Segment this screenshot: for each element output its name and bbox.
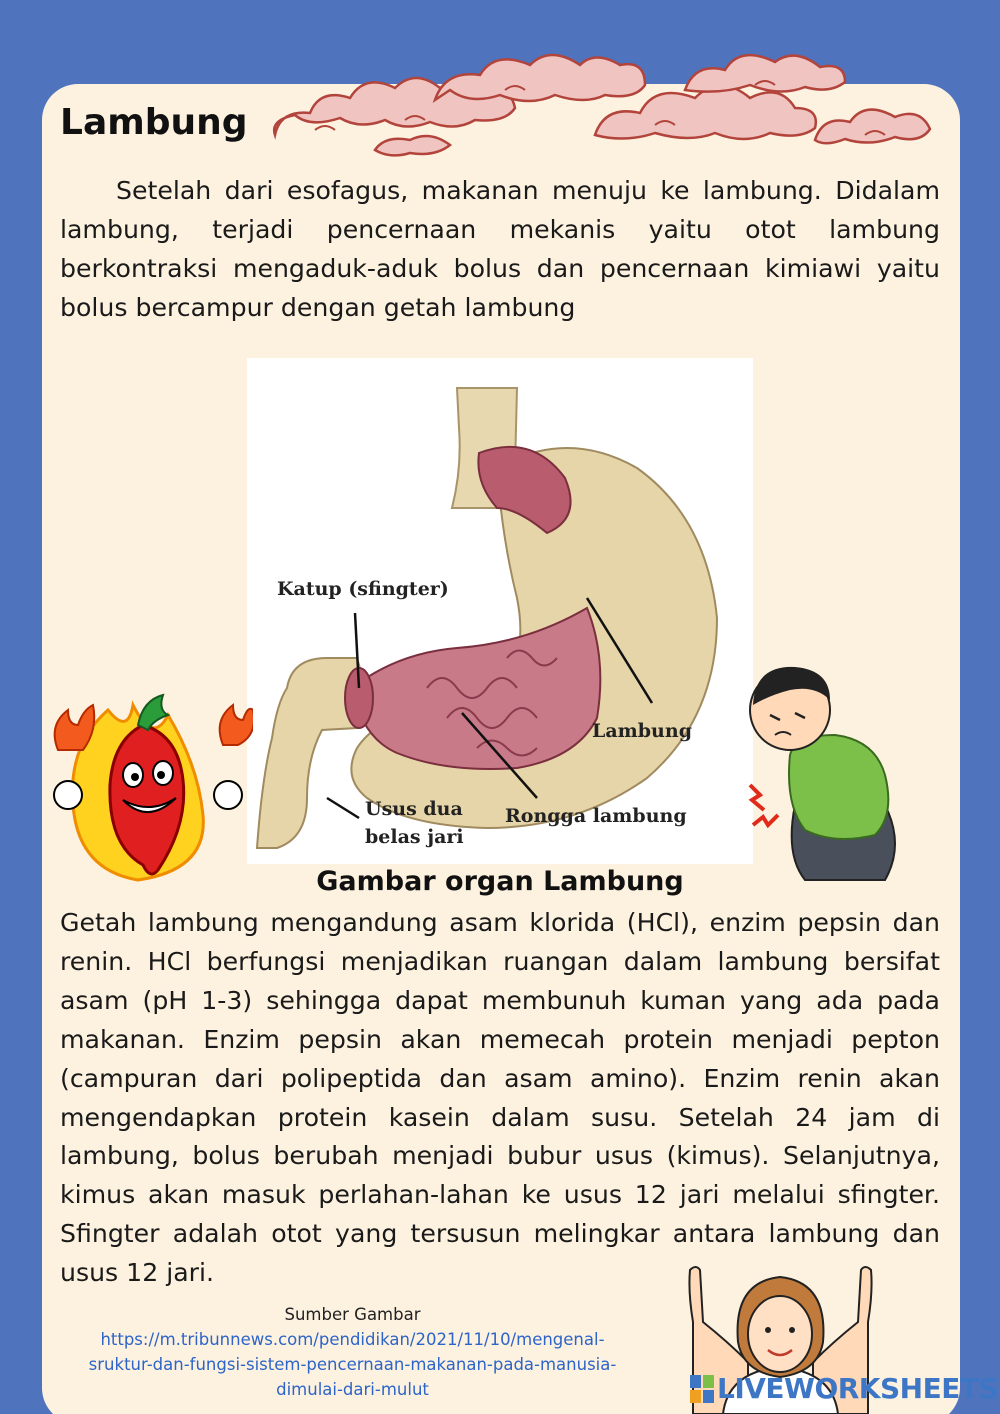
figure-caption: Gambar organ Lambung	[316, 866, 684, 897]
stomach-ache-boy-image	[735, 655, 905, 885]
chili-character-image	[38, 655, 253, 885]
source-url-line-3[interactable]: dimulai-dari-mulut	[276, 1380, 429, 1399]
source-url-line-2[interactable]: sruktur-dan-fungsi-sistem-pencernaan-makanan-pada-manusia-	[88, 1355, 617, 1374]
intro-paragraph: Setelah dari esofagus, makanan menuju ke lambung. Didalam lambung, terjadi pencernaan mekanis yaitu otot lambung berkontraksi mengaduk-aduk bolus dan pencernaan kimiawi yaitu bolus bercampur dengan getah lambung	[60, 176, 940, 322]
label-usus-2: belas jari	[365, 826, 464, 848]
label-rongga: Rongga lambung	[505, 805, 687, 827]
cloud-decoration	[255, 40, 955, 170]
liveworksheets-logo-icon	[690, 1375, 714, 1403]
label-usus-1: Usus dua	[365, 798, 463, 820]
watermark-text: LIVEWORKSHEETS	[717, 1372, 999, 1405]
label-lambung: Lambung	[592, 720, 692, 742]
label-katup: Katup (sfingter)	[277, 578, 449, 600]
body-paragraph: Getah lambung mengandung asam klorida (HCl), enzim pepsin dan renin. HCl berfungsi menjadikan ruangan dalam lambung bersifat asam (pH 1-3) sehingga dapat membunuh kuman yang ada pada makanan. Enzim pepsin akan memecah protein menjadi pepton (campuran dari polipeptida dan asam amino). Enzim renin akan mengendapkan protein kasein dalam susu. Setelah 24 jam di lambung, bolus berubah menjadi bubur usus (kimus). Selanjutnya, kimus akan masuk perlahan-lahan ke usus 12 jari melalui sfingter. Sfingter adalah otot yang tersusun melingkar antara lambung dan usus 12 jari.	[60, 908, 940, 1288]
stomach-illustration	[247, 358, 753, 864]
image-source	[50, 1302, 655, 1402]
stomach-figure	[247, 358, 753, 864]
source-label: Sumber Gambar	[284, 1305, 421, 1324]
liveworksheets-watermark	[690, 1372, 998, 1405]
source-url-line-1[interactable]: https://m.tribunnews.com/pendidikan/2021/11/10/mengenal-	[100, 1330, 605, 1349]
page-title: Lambung	[60, 102, 248, 143]
